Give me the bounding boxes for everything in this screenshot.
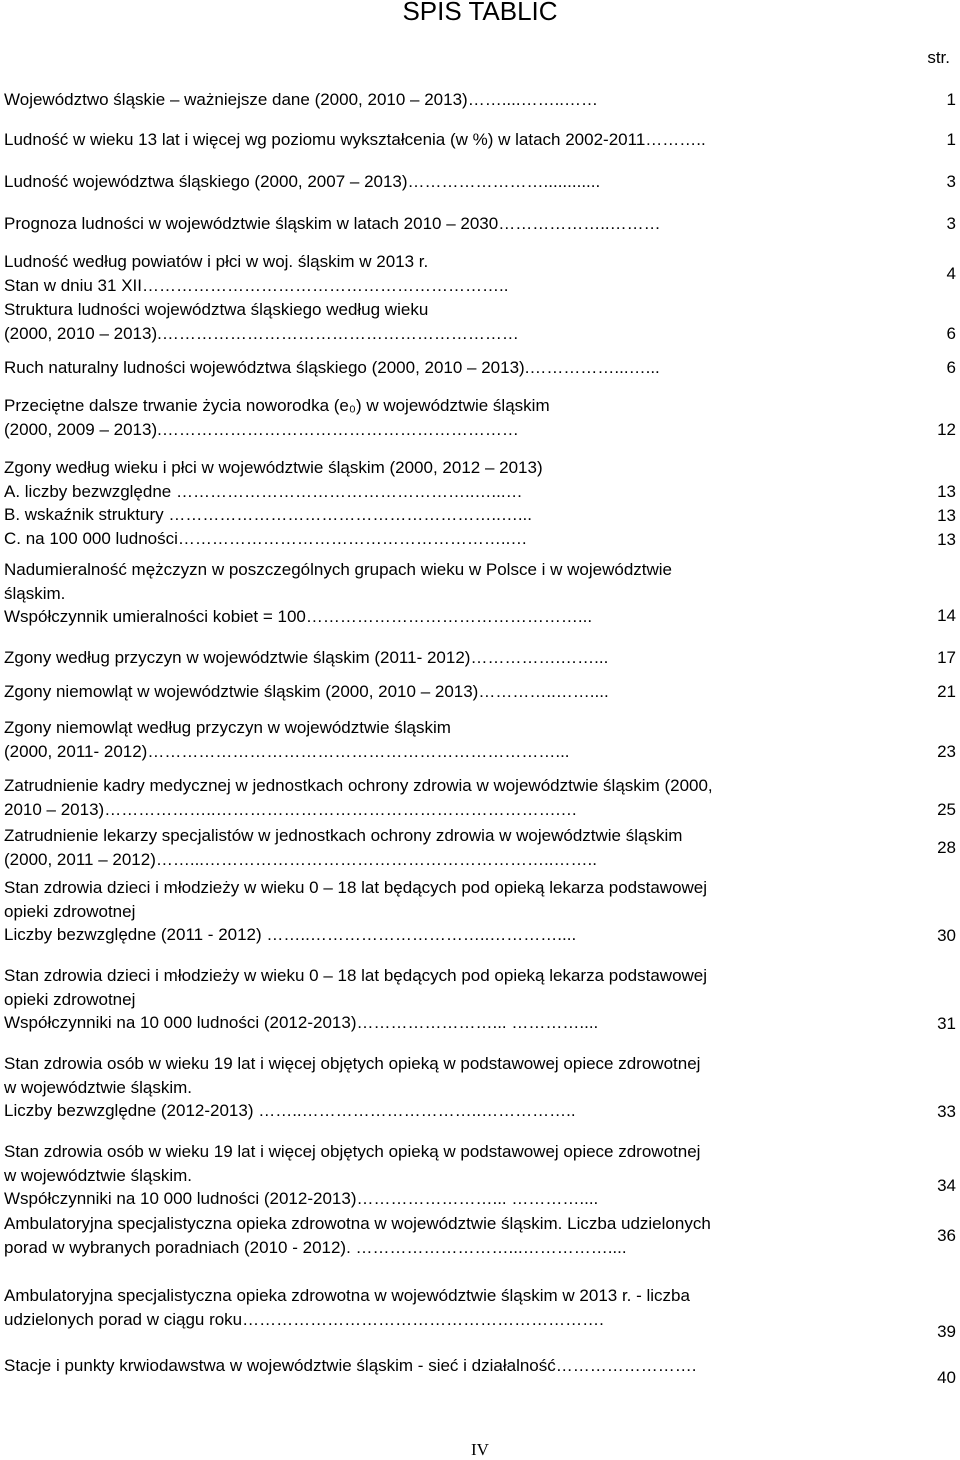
toc-entry-line: Stan zdrowia dzieci i młodzieży w wieku 0 – 18 lat będących pod opieką lekarza podstawowej bbox=[4, 966, 708, 985]
toc-entry-page-number: 30 bbox=[937, 926, 956, 945]
toc-entry-title bbox=[4, 1140, 884, 1211]
toc-entry-line: Współczynniki na 10 000 ludności (2012-2013)……………………... ………….... bbox=[4, 1013, 599, 1032]
toc-entry-line: (2000, 2011- 2012)………………………………………………………………... bbox=[4, 741, 570, 761]
toc-entry-title bbox=[4, 680, 884, 704]
toc-entry-line: Liczby bezwzględne (2011 - 2012) ……..…………………………..………….... bbox=[4, 925, 577, 944]
toc-entry-page-number: 40 bbox=[937, 1368, 956, 1387]
toc-entry-line: Województwo śląskie – ważniejsze dane (2000, 2010 – 2013)……....……..…… bbox=[4, 90, 599, 109]
toc-entry-page-number: 13 bbox=[937, 530, 956, 549]
toc-entry-line: śląskim. bbox=[4, 583, 66, 603]
toc-entry-page-number: 39 bbox=[937, 1322, 956, 1341]
toc-entry-page-number: 23 bbox=[937, 742, 956, 761]
toc-entry-title bbox=[4, 876, 884, 947]
toc-entry-line: Stacje i punkty krwiodawstwa w województwie śląskim - sieć i działalność……………………. bbox=[4, 1356, 697, 1375]
toc-entry-title bbox=[4, 394, 884, 441]
toc-entry bbox=[4, 1354, 956, 1387]
toc-entry-page-number: 1 bbox=[946, 90, 956, 109]
toc-entry-title bbox=[4, 824, 884, 871]
toc-entry bbox=[4, 212, 956, 236]
toc-entry-page-number: 13 bbox=[937, 482, 956, 501]
toc-entry-title bbox=[4, 646, 884, 670]
toc-entry-title bbox=[4, 716, 884, 763]
toc-entry bbox=[4, 128, 956, 152]
toc-entry-page-number: 17 bbox=[937, 648, 956, 667]
toc-entry-line: A. liczby bezwzględne ……………………………………………..…...… bbox=[4, 481, 523, 501]
toc-entry-line: Stan w dniu 31 XII……………………………………………………….. bbox=[4, 275, 509, 295]
toc-entry-line: (2000, 2010 – 2013).……………………………………………………… bbox=[4, 323, 519, 343]
toc-entry-line: udzielonych porad w ciągu roku………………………………………………………. bbox=[4, 1309, 604, 1329]
toc-entry-line: Współczynniki na 10 000 ludności (2012-2013)……………………... ………….... bbox=[4, 1189, 599, 1208]
toc-entry-line: w województwie śląskim. bbox=[4, 1165, 192, 1185]
page-column-label: str. bbox=[927, 48, 950, 67]
toc-entry-line: Zgony niemowląt według przyczyn w województwie śląskim bbox=[4, 718, 451, 737]
toc-entry-page-number: 4 bbox=[946, 264, 956, 283]
toc-entry-page-number: 33 bbox=[937, 1102, 956, 1121]
toc-entry-title bbox=[4, 128, 884, 152]
toc-entry-page-number: 6 bbox=[946, 324, 956, 343]
toc-entry-title bbox=[4, 1284, 884, 1331]
toc-entry-line: (2000, 2011 – 2012)……...……………………………………………………..…….. bbox=[4, 849, 597, 869]
toc-entry-title bbox=[4, 170, 884, 194]
toc-entry-title bbox=[4, 456, 884, 550]
toc-entry-line: Zatrudnienie kadry medycznej w jednostkach ochrony zdrowia w województwie śląskim (2000, bbox=[4, 776, 713, 795]
toc-entry-line: Zgony według wieku i płci w województwie śląskim (2000, 2012 – 2013) bbox=[4, 458, 543, 477]
toc-entry-title bbox=[4, 1212, 884, 1259]
toc-entry-line: Ludność województwa śląskiego (2000, 2007 – 2013)……………………............ bbox=[4, 172, 601, 191]
toc-entry-line: Stan zdrowia osób w wieku 19 lat i więcej objętych opieką w podstawowej opiece zdrowotnej bbox=[4, 1054, 701, 1073]
toc-entry-page-number: 28 bbox=[937, 838, 956, 857]
toc-entry-page-number: 3 bbox=[946, 172, 956, 191]
toc-entry-line: Przeciętne dalsze trwanie życia noworodka (e₀) w województwie śląskim bbox=[4, 396, 550, 415]
toc-entry-line: Liczby bezwzględne (2012-2013) ……..…………………………..…………….. bbox=[4, 1101, 576, 1120]
toc-entry-line: Nadumieralność mężczyzn w poszczególnych grupach wieku w Polsce i w województwie bbox=[4, 560, 673, 579]
toc-entry bbox=[4, 876, 956, 947]
toc-entry-line: opieki zdrowotnej bbox=[4, 989, 136, 1009]
toc-entry bbox=[4, 1284, 956, 1341]
toc-entry bbox=[4, 774, 956, 821]
toc-entry-line: Zgony według przyczyn w województwie śląskim (2011- 2012)…………….……... bbox=[4, 648, 609, 667]
toc-entry-page-number: 34 bbox=[937, 1176, 956, 1195]
toc-entry-line: Ruch naturalny ludności województwa śląskiego (2000, 2010 – 2013).……………...…... bbox=[4, 358, 660, 377]
toc-entry bbox=[4, 1052, 956, 1123]
toc-entry-title bbox=[4, 356, 884, 380]
toc-entry bbox=[4, 680, 956, 704]
page-title: SPIS TABLIC bbox=[402, 0, 558, 26]
toc-entry-title bbox=[4, 558, 884, 629]
toc-entry-page-number: 14 bbox=[937, 606, 956, 625]
toc-entry-line: Współczynnik umieralności kobiet = 100…………………………………………... bbox=[4, 607, 593, 626]
toc-entry bbox=[4, 88, 956, 112]
toc-entry-line: Stan zdrowia dzieci i młodzieży w wieku 0 – 18 lat będących pod opieką lekarza podstawowej bbox=[4, 878, 708, 897]
toc-entry bbox=[4, 716, 956, 763]
toc-entry-line: Ludność według powiatów i płci w woj. śląskim w 2013 r. bbox=[4, 252, 429, 271]
toc-entry-title bbox=[4, 212, 884, 236]
toc-entry-page-number: 3 bbox=[946, 214, 956, 233]
toc-entry-title bbox=[4, 1052, 884, 1123]
toc-entry-line: Zatrudnienie lekarzy specjalistów w jednostkach ochrony zdrowia w województwie śląskim bbox=[4, 826, 683, 845]
toc-entry-line: B. wskaźnik struktury …………………………………………………..…... bbox=[4, 505, 532, 524]
toc-entry-title bbox=[4, 964, 884, 1035]
toc-entry bbox=[4, 1212, 956, 1259]
toc-entry-page-number: 13 bbox=[937, 506, 956, 525]
toc-entry-line: w województwie śląskim. bbox=[4, 1077, 192, 1097]
toc-entry bbox=[4, 356, 956, 380]
toc-entry bbox=[4, 394, 956, 441]
toc-entry-page-number: 31 bbox=[937, 1014, 956, 1033]
toc-entry bbox=[4, 250, 956, 297]
toc-entry bbox=[4, 964, 956, 1035]
toc-entry bbox=[4, 558, 956, 629]
toc-entry bbox=[4, 824, 956, 871]
toc-entry-title bbox=[4, 1354, 884, 1378]
toc-entry-title bbox=[4, 298, 884, 345]
page-footer-number: IV bbox=[471, 1440, 489, 1459]
toc-entry-line: Prognoza ludności w województwie śląskim w latach 2010 – 2030………………..……… bbox=[4, 214, 661, 233]
toc-entry-line: 2010 – 2013)………………..…………………………………………………….… bbox=[4, 799, 578, 819]
toc-entry-page-number: 6 bbox=[946, 358, 956, 377]
toc-entry-line: Ludność w wieku 13 lat i więcej wg poziomu wykształcenia (w %) w latach 2002-2011……….. bbox=[4, 130, 706, 149]
toc-entry-page-number: 12 bbox=[937, 420, 956, 439]
toc-entry-title bbox=[4, 774, 884, 821]
toc-entry-title bbox=[4, 250, 884, 297]
toc-entry bbox=[4, 646, 956, 670]
toc-entry-line: Ambulatoryjna specjalistyczna opieka zdrowotna w województwie śląskim. Liczba udzielonych bbox=[4, 1214, 711, 1233]
toc-entry bbox=[4, 1140, 956, 1211]
toc-entry-page-number: 25 bbox=[937, 800, 956, 819]
toc-entry-line: C. na 100 000 ludności…………………………………………………..… bbox=[4, 528, 528, 548]
toc-entry-page-number: 21 bbox=[937, 682, 956, 701]
toc-entry-line: opieki zdrowotnej bbox=[4, 901, 136, 921]
toc-entry-line: Zgony niemowląt w województwie śląskim (2000, 2010 – 2013)…………..…….... bbox=[4, 682, 609, 701]
toc-entry-line: (2000, 2009 – 2013).……………………………………………………… bbox=[4, 419, 519, 439]
toc-entry-line: Ambulatoryjna specjalistyczna opieka zdrowotna w województwie śląskim w 2013 r. - liczba bbox=[4, 1286, 690, 1305]
toc-entry bbox=[4, 298, 956, 345]
toc-entry bbox=[4, 170, 956, 194]
toc-entry-title bbox=[4, 88, 884, 112]
toc-entry-line: porad w wybranych poradniach (2010 - 2012). ………………………...…………….... bbox=[4, 1237, 627, 1257]
toc-entry-page-number: 1 bbox=[946, 130, 956, 149]
toc-entry-line: Struktura ludności województwa śląskiego według wieku bbox=[4, 300, 429, 319]
toc-entry bbox=[4, 456, 956, 550]
toc-entry-page-number: 36 bbox=[937, 1226, 956, 1245]
toc-entry-line: Stan zdrowia osób w wieku 19 lat i więcej objętych opieką w podstawowej opiece zdrowotnej bbox=[4, 1142, 701, 1161]
